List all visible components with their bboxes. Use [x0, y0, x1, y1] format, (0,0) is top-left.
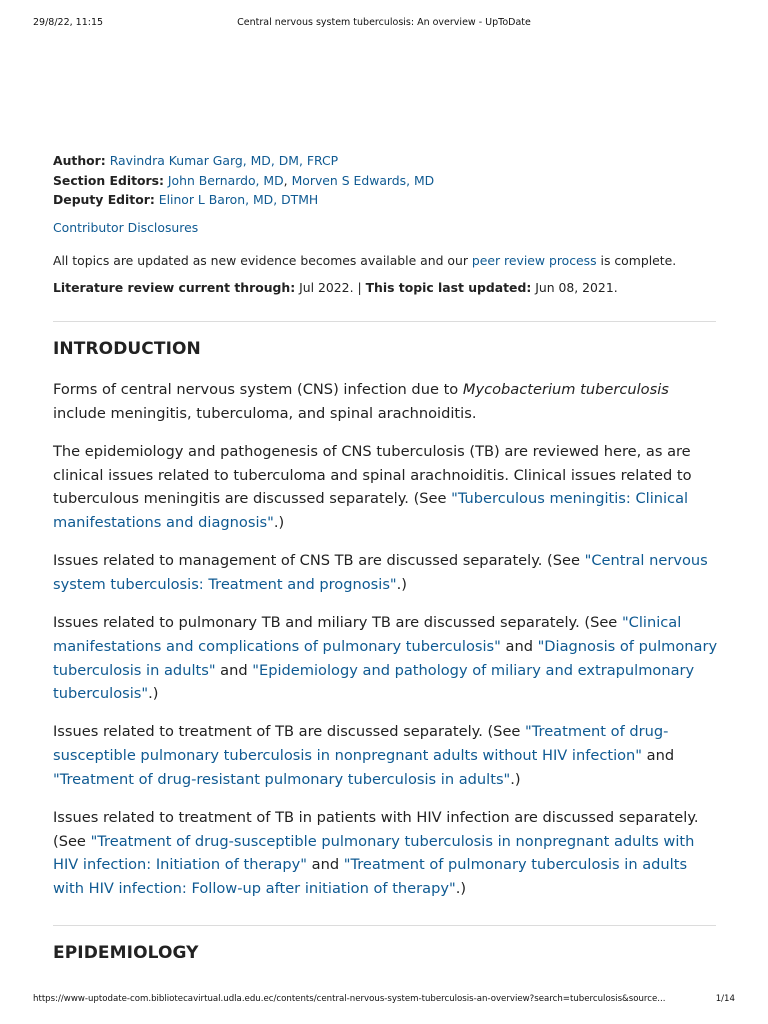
paragraph-text: Issues related to management of CNS TB are discussed separately. (See [53, 552, 585, 570]
print-header [33, 17, 735, 31]
section-editors-line [53, 171, 723, 191]
section-editor-link-2[interactable]: Morven S Edwards, MD [291, 172, 435, 188]
paragraph-text: Forms of central nervous system (CNS) infection due to [53, 381, 463, 398]
intro-paragraph-6 [53, 806, 718, 901]
introduction-heading: INTRODUCTION [53, 339, 201, 359]
topic-link-drug-susceptible-tb-hiv[interactable]: "Treatment of drug-susceptible pulmonary tuberculosis in nonpregnant adults with HIV infection: Initiation of therapy" [53, 832, 695, 874]
organism-name: Mycobacterium tuberculosis [462, 381, 669, 398]
intro-paragraph-5 [53, 720, 718, 791]
deputy-editor-line [53, 190, 723, 210]
topic-link-pulmonary-tb-manifestations[interactable]: "Clinical manifestations and complications of pulmonary tuberculosis" [53, 614, 682, 655]
topic-link-pulmonary-tb-diagnosis[interactable]: "Diagnosis of pulmonary tuberculosis in adults" [53, 637, 718, 679]
review-dates [53, 278, 723, 298]
paragraph-text: and [500, 637, 538, 655]
author-line [53, 151, 723, 171]
deputy-editor-label: Deputy Editor: [53, 192, 155, 207]
update-notice [53, 251, 723, 271]
section-editor-link-1[interactable]: John Bernardo, MD [167, 172, 284, 188]
intro-paragraph-3 [53, 549, 718, 596]
epidemiology-heading: EPIDEMIOLOGY [53, 943, 199, 963]
last-updated-label: This topic last updated: [365, 280, 532, 295]
section-divider [53, 321, 716, 322]
editor-separator: , [283, 172, 288, 188]
paragraph-text: .) [396, 575, 407, 593]
last-updated-value: Jun 08, 2021. [531, 280, 618, 295]
paragraph-text: and [215, 661, 253, 679]
print-datetime: 29/8/22, 11:15 [33, 17, 104, 28]
update-notice-text-after: is complete. [596, 253, 677, 268]
print-footer [33, 994, 735, 1008]
print-url: https://www-uptodate-com.bibliotecavirtual.udla.edu.ec/contents/central-nervous-system-tuberculosis-an-overview?search=tuberculosis&source... [33, 994, 666, 1004]
topic-link-drug-susceptible-tb-no-hiv[interactable]: "Treatment of drug-susceptible pulmonary tuberculosis in nonpregnant adults without HIV infection" [53, 723, 669, 765]
paragraph-text: and [642, 747, 675, 765]
paragraph-text: include meningitis, tuberculoma, and spinal arachnoiditis. [53, 404, 477, 422]
topic-link-tuberculous-meningitis[interactable]: "Tuberculous meningitis: Clinical manifestations and diagnosis" [53, 490, 689, 532]
introduction-body [53, 378, 718, 915]
author-label: Author: [53, 153, 106, 168]
author-link[interactable]: Ravindra Kumar Garg, MD, DM, FRCP [109, 153, 339, 168]
topic-link-tb-hiv-follow-up[interactable]: "Treatment of pulmonary tuberculosis in adults with HIV infection: Follow-up after initiation of therapy" [53, 856, 688, 898]
authors-block [53, 151, 723, 210]
intro-paragraph-1 [53, 378, 718, 425]
topic-link-miliary-tb-epidemiology[interactable]: "Epidemiology and pathology of miliary and extrapulmonary tuberculosis" [53, 661, 695, 703]
update-notice-text-before: All topics are updated as new evidence becomes available and our [53, 253, 472, 268]
disclosures-block [53, 218, 723, 238]
literature-review-label: Literature review current through: [53, 280, 296, 295]
intro-paragraph-2 [53, 440, 718, 535]
paragraph-text: .) [273, 514, 285, 532]
paragraph-text: .) [510, 770, 521, 788]
contributor-disclosures-link[interactable]: Contributor Disclosures [53, 220, 199, 235]
print-page-title: Central nervous system tuberculosis: An overview - UpToDate [237, 17, 531, 28]
paragraph-text: .) [148, 685, 159, 703]
deputy-editor-link[interactable]: Elinor L Baron, MD, DTMH [158, 192, 319, 207]
literature-review-value: Jul 2022. | [295, 280, 366, 295]
paragraph-text: Issues related to treatment of TB are discussed separately. (See [53, 723, 526, 741]
paragraph-text: Issues related to treatment of TB in patients with HIV infection are discussed separately. (See [53, 809, 699, 850]
topic-link-drug-resistant-tb[interactable]: "Treatment of drug-resistant pulmonary tuberculosis in adults" [53, 770, 511, 788]
section-editors-label: Section Editors: [53, 172, 164, 188]
paragraph-text: .) [455, 880, 467, 898]
page-number: 1/14 [715, 994, 735, 1004]
topic-link-cns-tb-treatment[interactable]: "Central nervous system tuberculosis: Treatment and prognosis" [53, 552, 708, 593]
intro-paragraph-4 [53, 611, 718, 706]
paragraph-text: Issues related to pulmonary TB and miliary TB are discussed separately. (See [53, 614, 622, 632]
peer-review-process-link[interactable]: peer review process [471, 253, 597, 268]
paragraph-text: The epidemiology and pathogenesis of CNS tuberculosis (TB) are reviewed here, as are clinical issues related to tuberculoma and spinal arachnoiditis. Clinical issues related to tuberculous meningitis are discussed separately. (See [53, 442, 692, 508]
section-divider [53, 925, 716, 926]
paragraph-text: and [307, 856, 344, 874]
